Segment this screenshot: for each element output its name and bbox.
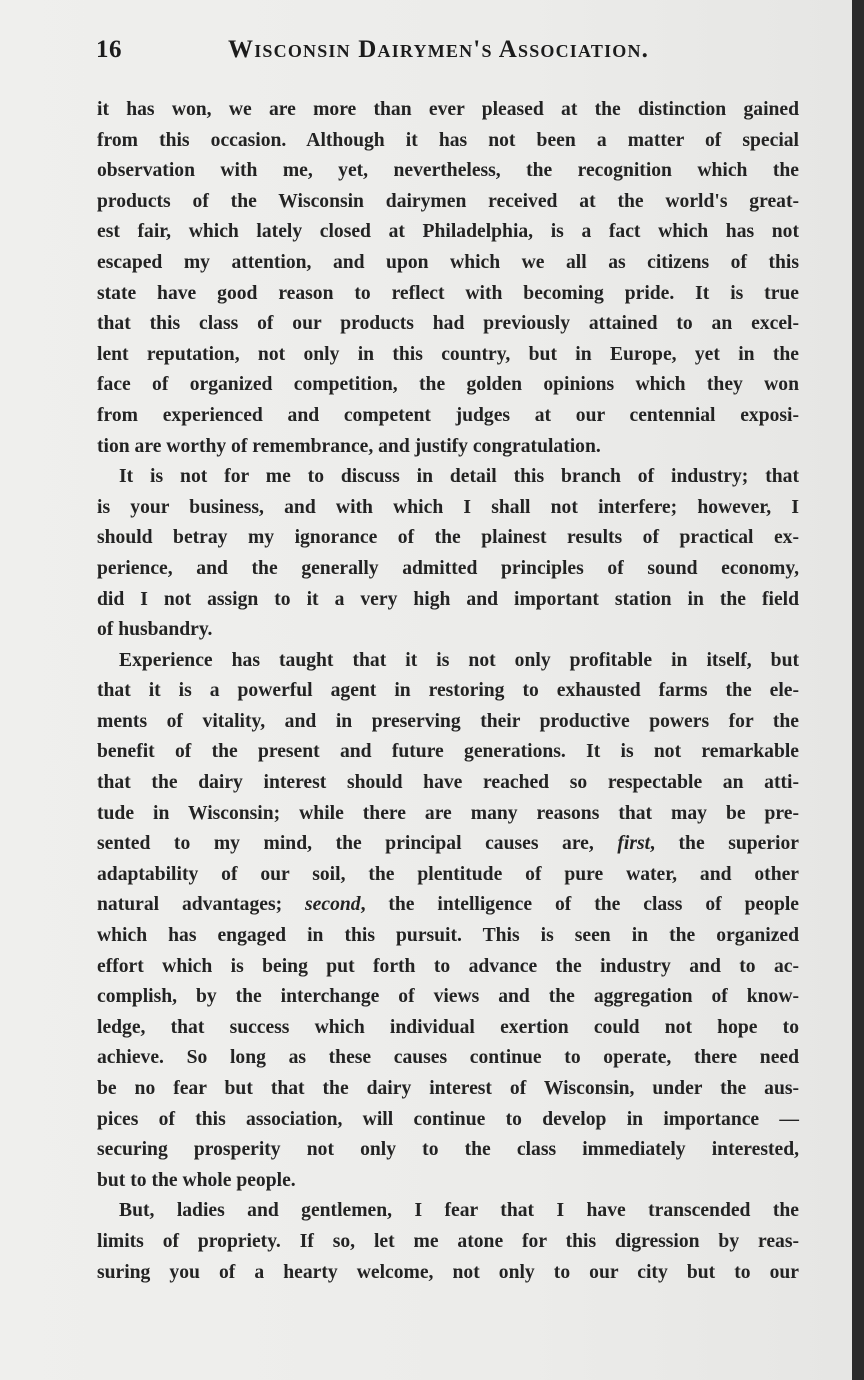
text-line: it has won, we are more than ever pleased at the distinction gained [97,99,799,120]
text-line: effort which is being put forth to advance the industry and to ac- [97,955,799,977]
page-number: 16 [96,36,122,63]
text-line: securing prosperity not only to the class immediately interested, [97,1139,799,1161]
text-line: achieve. So long as these causes continue to operate, there need [97,1047,799,1069]
text-line: that this class of our products had previously attained to an excel- [97,313,799,335]
text-line: ledge, that success which individual exertion could not hope to [97,1016,799,1038]
text-line: pices of this association, will continue to develop in importance — [97,1108,799,1130]
text-line: that it is a powerful agent in restoring to exhausted farms the ele- [97,680,799,702]
text-line: from this occasion. Although it has not been a matter of special [97,129,799,151]
text-line: tude in Wisconsin; while there are many reasons that may be pre- [97,802,799,824]
text-line: benefit of the present and future generations. It is not remarkable [97,741,799,763]
text-line: that the dairy interest should have reached so respectable an atti- [97,772,799,794]
text-segment: natural advantages; [97,894,283,916]
text-line: complish, by the interchange of views and the aggregation of know- [97,986,799,1008]
text-line: did I not assign to it a very high and important station in the field [97,588,799,610]
text-line: adaptability of our soil, the plentitude of pure water, and other [97,863,799,885]
emphasis-first: first [617,833,651,855]
text-line: tion are worthy of remembrance, and justify congratulation. [97,435,601,457]
text-segment: sented to my mind, the principal causes are, [97,833,594,855]
text-line: be no fear but that the dairy interest of Wisconsin, under the aus- [97,1078,799,1099]
text-line: is your business, and with which I shall not interfere; however, I [97,496,799,518]
emphasis-second: second [305,894,361,916]
text-segment: , the superior [650,833,799,855]
text-line: but to the whole people. [97,1169,296,1191]
text-segment: , the intelligence of the class of people [360,894,799,916]
text-line: products of the Wisconsin dairymen received at the world's great- [97,190,799,212]
page-header [96,36,796,70]
text-line: Experience has taught that it is not only profitable in itself, but [119,649,799,671]
text-line [97,829,799,860]
text-line: perience, and the generally admitted principles of sound economy, [97,557,799,579]
text-line: which has engaged in this pursuit. This is seen in the organized [97,925,799,947]
text-line: It is not for me to discuss in detail this branch of industry; that [119,466,799,488]
body-text [97,95,799,1288]
text-line: lent reputation, not only in this country, but in Europe, yet in the [97,343,799,365]
text-line: escaped my attention, and upon which we all as citizens of this [97,251,799,273]
text-line: But, ladies and gentlemen, I fear that I have transcended the [119,1200,799,1222]
text-line: suring you of a hearty welcome, not only to our city but to our [97,1261,799,1283]
text-line: limits of propriety. If so, let me atone for this digression by reas- [97,1230,799,1252]
text-line: face of organized competition, the golden opinions which they won [97,374,799,396]
text-line: ments of vitality, and in preserving their productive powers for the [97,710,799,732]
text-line: state have good reason to reflect with becoming pride. It is true [97,282,799,304]
text-line: est fair, which lately closed at Philadelphia, is a fact which has not [97,221,799,243]
text-line: from experienced and competent judges at our centennial exposi- [97,404,799,426]
text-line: of husbandry. [97,619,213,641]
text-line [97,890,799,921]
page-edge-shadow [852,0,864,1380]
running-head: Wisconsin Dairymen's Association. [228,36,650,63]
text-line: should betray my ignorance of the plainest results of practical ex- [97,527,799,549]
text-line: observation with me, yet, nevertheless, the recognition which the [97,160,799,182]
